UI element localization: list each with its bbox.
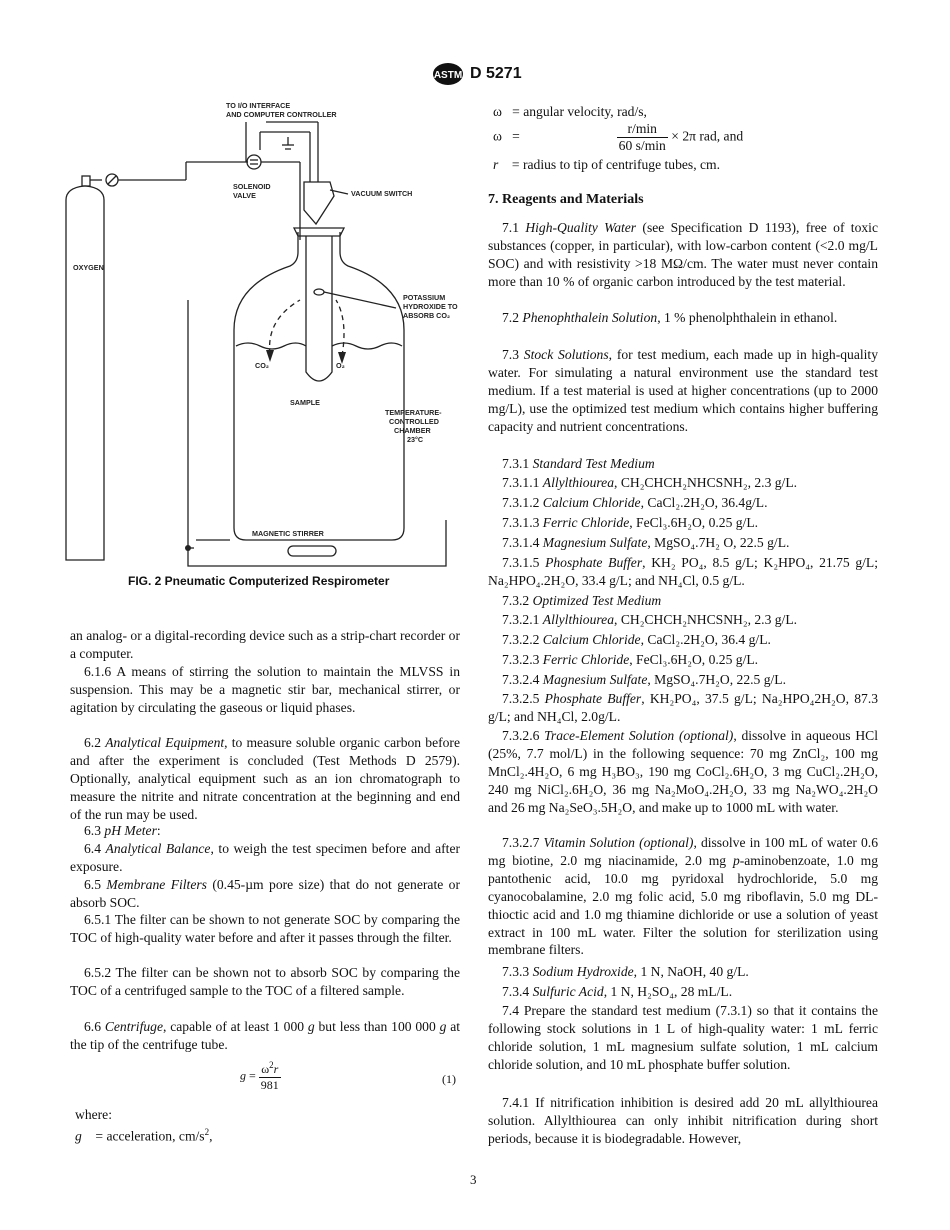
- vacuum-switch: [304, 182, 334, 224]
- paragraph-7-4: 7.4 Prepare the standard test medium (7.3.1) so that it contains the following stock solutions in 1 L of high-quality water: 1 mL ferric chloride solution, 1 mL magnesium sulfate solution, 1 mL calcium chloride solution, and 10 mL phosphate buffer solution.: [488, 1003, 878, 1072]
- where-label: where:: [75, 1107, 112, 1122]
- equation-1: g = $\frac{\omega^2r}{981}$: [240, 1060, 279, 1092]
- paragraph-7-1: 7.1 High-Quality Water (see Specification D 1193), free of toxic substances (copper, in particular), with low-carbon content (<2.0 mg/L SOC) and with resistivity >18 MΩ/cm. The water must never contain more than 10 % of organic carbon introduced by the test material.: [488, 220, 878, 289]
- paragraph-7-3-2-5: 7.3.2.5 Phosphate Buffer, KH₂PO₄, 37.5 g/L; Na₂HPO₄2H₂O, 87.3 g/L; and NH₄Cl, 2.0g/L.: [488, 691, 879, 724]
- paragraph-7-3-2-4: 7.3.2.4 Magnesium Sulfate, MgSO₄.7H₂O, 22.5 g/L.: [502, 672, 787, 687]
- r-definition: r = radius to tip of centrifuge tubes, cm.: [493, 157, 721, 172]
- paragraph-7-3-3: 7.3.3 Sodium Hydroxide, 1 N, NaOH, 40 g/L.: [502, 964, 749, 979]
- paragraph-7-4-1: 7.4.1 If nitrification inhibition is desired add 20 mL allylthiourea solution. Allylthiourea can only inhibit nitrification during short periods, because it is biodegradable. However,: [488, 1095, 878, 1146]
- solenoid-label-line2: VALVE: [233, 191, 256, 200]
- koh-tube: [306, 236, 332, 381]
- o2-label: O₂: [336, 361, 345, 370]
- sample-label: SAMPLE: [290, 398, 320, 407]
- liquid-surface: [236, 343, 402, 349]
- equation-number: (1): [442, 1072, 456, 1086]
- io-label-line2: AND COMPUTER CONTROLLER: [226, 110, 337, 119]
- paragraph-7-3-1-5: 7.3.1.5 Phosphate Buffer, KH₂ PO₄, 8.5 g/L; K₂HPO₄, 21.75 g/L; Na₂HPO₄.2H₂O, 33.4 g/L; and NH₄Cl, 0.5 g/L.: [488, 555, 879, 588]
- paragraph-6-3: 6.3 pH Meter:: [84, 823, 161, 838]
- gas-flow-o2: [336, 300, 344, 356]
- koh-label-line1: POTASSIUM: [403, 293, 446, 302]
- solenoid-valve: [247, 155, 261, 169]
- magnetic-stirrer: [288, 546, 336, 556]
- paragraph-7-3-2-2: 7.3.2.2 Calcium Chloride, CaCl₂.2H₂O, 36.4 g/L.: [502, 632, 771, 647]
- omega-definition-2: ω = $\frac{r/\min}{60 s/\min}$ × 2π rad, and: [493, 121, 744, 153]
- solenoid-label-line1: SOLENOID: [233, 182, 271, 191]
- koh-label-line2: HYDROXIDE TO: [403, 302, 458, 311]
- paragraph-7-3-2-1: 7.3.2.1 Allylthiourea, CH₂CHCH₂NHCSNH₂, 2.3 g/L.: [502, 612, 798, 627]
- paragraph-6-6: 6.6 Centrifuge, capable of at least 1 000 g but less than 100 000 g at the tip of the centrifuge tube.: [70, 1019, 461, 1052]
- paragraph-6-5-2: 6.5.2 The filter can be shown not to absorb SOC by comparing the TOC of a centrifuged sample to the TOC of a filtered sample.: [70, 965, 460, 998]
- cylinder-valve: [82, 176, 90, 186]
- respirometer-figure: [60, 95, 480, 570]
- paragraph-7-3: 7.3 Stock Solutions, for test medium, each made up in high-quality water. For simulating a natural environment use the standard test medium. If a test material is used at higher concentrations (up to 2000 mg/L), use the optimized test medium which contains higher buffering capacity and nutrient concentrations.: [488, 347, 879, 434]
- paragraph-6-1-6: 6.1.6 A means of stirring the solution to maintain the MLVSS in suspension. This may be a magnetic stir bar, mechanical stirrer, or agitation by circulating the gaseous or liquid phases.: [70, 664, 460, 715]
- document-header: [432, 62, 522, 86]
- paragraph-7-3-2: 7.3.2 Optimized Test Medium: [502, 593, 662, 608]
- paragraph-7-3-4: 7.3.4 Sulfuric Acid, 1 N, H₂SO₄, 28 mL/L.: [502, 984, 733, 999]
- paragraph-7-3-1-3: 7.3.1.3 Ferric Chloride, FeCl₃.6H₂O, 0.25 g/L.: [502, 515, 759, 530]
- svg-text:ASTM: ASTM: [433, 70, 463, 81]
- paragraph-7-3-2-6: 7.3.2.6 Trace-Element Solution (optional), dissolve in aqueous HCl (25%, 7.7 mol/L) in the following sequence: 70 mg ZnCl₂, 100 mg MnCl₂.4H₂O, 6 mg H₃BO₃, 190 mg CoCl₂.6H₂O, 3 mg CuCl₂.2H₂O, 240 mg NiCl₂.6H₂O, 36 mg Na₂MoO₄.2H₂O, 33 mg Na₂WO₄.2H₂O and 26 mg Na₂SeO₃.5H₂O, and make up to 1000 mL with water.: [488, 728, 878, 815]
- paragraph-7-2: 7.2 Phenophthalein Solution, 1 % phenolphthalein in ethanol.: [502, 310, 838, 325]
- chamber-label-line2: CONTROLLED: [389, 417, 439, 426]
- chamber-label-line4: 23°C: [407, 435, 424, 444]
- figure-caption: FIG. 2 Pneumatic Computerized Respirometer: [128, 574, 390, 588]
- stirrer-label: MAGNETIC STIRRER: [252, 529, 324, 538]
- omega-definition-1: ω = angular velocity, rad/s,: [493, 104, 647, 119]
- paragraph-7-3-1: 7.3.1 Standard Test Medium: [502, 456, 655, 471]
- chamber-label-line1: TEMPERATURE-: [385, 408, 442, 417]
- io-label-line1: TO I/O INTERFACE: [226, 101, 291, 110]
- paragraph-7-3-1-1: 7.3.1.1 Allylthiourea, CH₂CHCH₂NHCSNH₂, 2.3 g/L.: [502, 475, 798, 490]
- oxygen-label: OXYGEN: [73, 263, 104, 272]
- paragraph-6-2: 6.2 Analytical Equipment, to measure soluble organic carbon before and after the experiment is concluded (Test Methods D 2579). Optionally, analytical equipment such as an ion chromatograph to measure the nitrite and nitrate concentration at the beginning and end of the run may be used.: [70, 735, 460, 822]
- paragraph-6-4: 6.4 Analytical Balance, to weigh the test specimen before and after exposure.: [70, 841, 460, 874]
- reaction-bottle: [234, 232, 404, 540]
- section-heading-7: 7. Reagents and Materials: [488, 192, 644, 207]
- paragraph-6-1-5-cont: an analog- or a digital-recording device such as a strip-chart recorder or a computer.: [70, 628, 460, 661]
- standard-code: D 5271: [470, 65, 522, 82]
- paragraph-6-5-1: 6.5.1 The filter can be shown to not generate SOC by comparing the TOC of high-quality water before and after it passes through the filter.: [70, 912, 460, 945]
- paragraph-7-3-1-4: 7.3.1.4 Magnesium Sulfate, MgSO₄.7H₂ O, 22.5 g/L.: [502, 535, 790, 550]
- co2-label: CO₂: [255, 361, 269, 370]
- paragraph-7-3-2-7: 7.3.2.7 Vitamin Solution (optional), dissolve in 100 mL of water 0.6 mg biotine, 2.0 mg niacinamide, 2.0 mg p-aminobenzoate, 1.0 mg pantothenic acid, 10.0 mg pyridoxal hydrochloride, 5.0 mg cyanocobalamine, 2.0 mg folic acid, 5.0 mg riboflavin, 5.0 mg DL-thioctic acid and 1.0 mg thiamine dichloride or use a solution of yeast extract in 100 mL water. Filter the solution for sterilization using membrane filters.: [488, 835, 879, 958]
- oxygen-cylinder: [66, 186, 104, 560]
- vacuum-switch-label: VACUUM SWITCH: [351, 189, 413, 198]
- paragraph-7-3-2-3: 7.3.2.3 Ferric Chloride, FeCl₃.6H₂O, 0.25 g/L.: [502, 652, 759, 667]
- koh-label-line3: ABSORB CO₂: [403, 311, 451, 320]
- chamber-label-line3: CHAMBER: [394, 426, 431, 435]
- astm-logo-icon: [432, 62, 464, 86]
- paragraph-6-5: 6.5 Membrane Filters (0.45-µm pore size) that do not generate or absorb SOC.: [70, 877, 460, 910]
- g-definition: g = acceleration, $cm/s^2$,: [75, 1127, 213, 1144]
- paragraph-7-3-1-2: 7.3.1.2 Calcium Chloride, CaCl₂.2H₂O, 36.4g/L.: [502, 495, 768, 510]
- page-number: 3: [470, 1172, 477, 1187]
